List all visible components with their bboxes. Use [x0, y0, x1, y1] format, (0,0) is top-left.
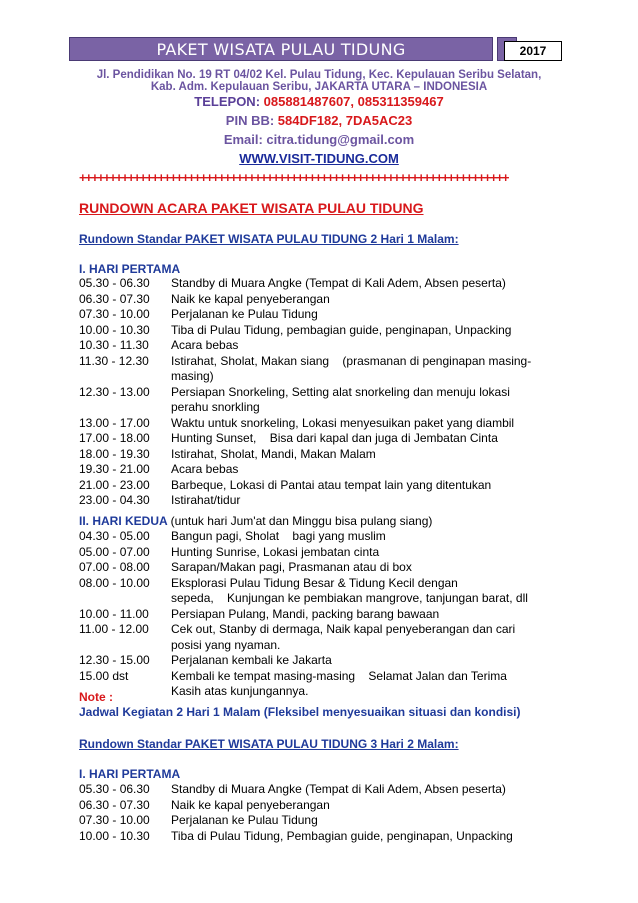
pin-line: [0, 113, 638, 128]
schedule-desc: Perjalanan kembali ke Jakarta: [171, 653, 332, 667]
schedule-desc: Standby di Muara Angke (Tempat di Kali Adem, Absen peserta): [171, 276, 506, 290]
schedule-time: 11.30 - 12.30: [79, 353, 149, 368]
schedule-time: 21.00 - 23.00: [79, 477, 150, 492]
schedule-desc: Istirahat, Sholat, Mandi, Makan Malam: [171, 446, 376, 461]
schedule-desc: Acara bebas: [171, 462, 239, 476]
address-line-1: Jl. Pendidikan No. 19 RT 04/02 Kel. Pulau Tidung, Kec. Kepulauan Seribu Selatan,: [96, 69, 542, 81]
schedule-time: 07.30 - 10.00: [79, 307, 150, 321]
schedule-desc: Tiba di Pulau Tidung, pembagian guide, penginapan, Unpacking: [171, 322, 512, 337]
schedule-desc: masing): [171, 369, 214, 383]
schedule-time: 10.00 - 10.30: [79, 322, 150, 337]
schedule-time: 10.00 - 11.00: [79, 606, 149, 621]
schedule-desc: Eksplorasi Pulau Tidung Besar & Tidung Kecil dengan: [171, 575, 458, 590]
year-box: 2017: [504, 41, 562, 61]
schedule-desc: Naik ke kapal penyeberangan: [171, 797, 330, 812]
pin-label: PIN BB:: [225, 113, 275, 128]
schedule-desc: Persiapan Pulang, Mandi, packing barang bawaan: [171, 606, 440, 621]
main-heading: RUNDOWN ACARA PAKET WISATA PULAU TIDUNG: [79, 200, 424, 216]
schedule-time: 12.30 - 13.00: [79, 384, 150, 399]
telepon-line: [0, 94, 638, 109]
telepon-label: TELEPON:: [194, 94, 261, 109]
separator-line: +++++++++++++++++++++++++++++++++++++++++++++++++++++++++++++++++++++++: [79, 170, 508, 185]
address-line-2: Kab. Adm. Kepulauan Seribu, JAKARTA UTARA – INDONESIA: [150, 81, 488, 93]
pin-value: 584DF182, 7DA5AC23: [277, 113, 413, 128]
schedule-desc: Tiba di Pulau Tidung, Pembagian guide, penginapan, Unpacking: [171, 828, 513, 843]
schedule-desc: Cek out, Stanby di dermaga, Naik kapal penyeberangan dan cari: [171, 622, 516, 636]
schedule-time: 17.00 - 18.00: [79, 431, 150, 445]
section1-day2-note: (untuk hari Jum'at dan Minggu bisa pulang siang): [170, 514, 433, 528]
schedule-time: 11.00 - 12.00: [79, 622, 149, 636]
schedule-time: 18.00 - 19.30: [79, 446, 150, 461]
schedule-desc: Sarapan/Makan pagi, Prasmanan atau di box: [171, 560, 412, 574]
schedule-desc: Istirahat, Sholat, Makan siang (prasmanan di penginapan masing-: [171, 353, 532, 368]
schedule-desc: posisi yang nyaman.: [171, 637, 281, 652]
schedule-desc: Istirahat/tidur: [171, 493, 241, 507]
schedule-time: 08.00 - 10.00: [79, 575, 150, 590]
schedule-time: 19.30 - 21.00: [79, 462, 150, 476]
schedule-desc: Naik ke kapal penyeberangan: [171, 291, 330, 306]
section2-title: Rundown Standar PAKET WISATA PULAU TIDUNG 3 Hari 2 Malam:: [79, 737, 459, 751]
schedule-time: 06.30 - 07.30: [79, 291, 150, 306]
website-link[interactable]: WWW.VISIT-TIDUNG.COM: [239, 151, 399, 166]
section2-day1-title: I. HARI PERTAMA: [79, 767, 181, 781]
schedule-time: 07.30 - 10.00: [79, 813, 150, 827]
schedule-time: 06.30 - 07.30: [79, 797, 150, 812]
schedule-desc: Perjalanan ke Pulau Tidung: [171, 307, 318, 321]
schedule-time: 05.30 - 06.30: [79, 276, 150, 290]
schedule-desc: Hunting Sunset, Bisa dari kapal dan juga di Jembatan Cinta: [171, 431, 498, 445]
schedule-desc: Acara bebas: [171, 338, 239, 352]
header-banner: [69, 37, 564, 61]
schedule-desc: Standby di Muara Angke (Tempat di Kali Adem, Absen peserta): [171, 782, 506, 796]
schedule-desc: perahu snorkling: [171, 400, 260, 414]
schedule-desc: Perjalanan ke Pulau Tidung: [171, 813, 318, 827]
section1-day1-title: I. HARI PERTAMA: [79, 262, 181, 276]
schedule-desc: Barbeque, Lokasi di Pantai atau tempat lain yang ditentukan: [171, 477, 492, 492]
schedule-desc: Hunting Sunrise, Lokasi jembatan cinta: [171, 544, 380, 559]
schedule-time: 13.00 - 17.00: [79, 415, 150, 430]
section1-day2-title: II. HARI KEDUA: [79, 514, 168, 528]
schedule-desc: Kembali ke tempat masing-masing Selamat Jalan dan Terima: [171, 668, 507, 683]
schedule-desc: Bangun pagi, Sholat bagi yang muslim: [171, 529, 386, 543]
schedule-time: 10.30 - 11.30: [79, 338, 149, 352]
doc-title: PAKET WISATA PULAU TIDUNG: [69, 37, 493, 61]
schedule-desc: Persiapan Snorkeling, Setting alat snorkeling dan menuju lokasi: [171, 384, 510, 399]
schedule-desc: Kasih atas kunjungannya.: [171, 684, 309, 698]
email-line[interactable]: Email: citra.tidung@gmail.com: [223, 132, 415, 147]
schedule-desc: sepeda, Kunjungan ke pembiakan mangrove, tanjungan barat, dll: [171, 591, 528, 605]
schedule-time: 23.00 - 04.30: [79, 493, 150, 507]
note-label: Note :: [79, 690, 113, 704]
schedule-time: 10.00 - 10.30: [79, 828, 150, 843]
schedule-time: 05.30 - 06.30: [79, 782, 150, 796]
section1-title: Rundown Standar PAKET WISATA PULAU TIDUNG 2 Hari 1 Malam:: [79, 232, 459, 246]
schedule-time: 07.00 - 08.00: [79, 560, 150, 574]
schedule-time: 15.00 dst: [79, 668, 129, 683]
telepon-value: 085881487607, 085311359467: [263, 94, 444, 109]
schedule-desc: Waktu untuk snorkeling, Lokasi menyesuikan paket yang diambil: [171, 415, 515, 430]
schedule-time: 04.30 - 05.00: [79, 529, 150, 543]
schedule-time: 12.30 - 15.00: [79, 653, 150, 667]
section1-day2-heading: [79, 514, 432, 528]
note-text: Jadwal Kegiatan 2 Hari 1 Malam (Fleksibel menyesuaikan situasi dan kondisi): [79, 705, 521, 719]
schedule-time: 05.00 - 07.00: [79, 544, 150, 559]
